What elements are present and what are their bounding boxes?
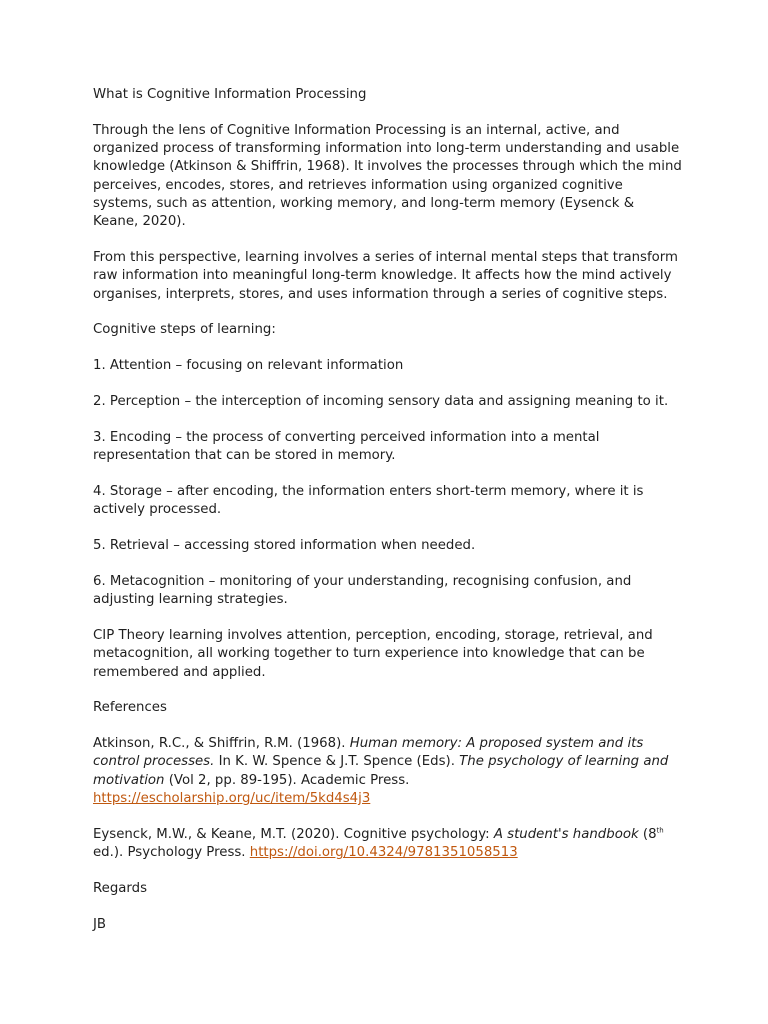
reference-book-title: The psychology of learning and motivation	[93, 754, 669, 788]
step-retrieval: 5. Retrieval – accessing stored information when needed.	[93, 538, 476, 554]
step-attention: 1. Attention – focusing on relevant information	[93, 358, 404, 374]
step-encoding: 3. Encoding – the process of converting perceived information into a mental representation that can be stored in memory.	[93, 429, 600, 464]
perspective-paragraph: From this perspective, learning involves a series of internal mental steps that transform raw information into meaningful long-term knowledge. It affects how the mind actively organises, interprets, stores, and uses information through a series of cognitive steps.	[93, 250, 678, 302]
reference-edition: (8	[638, 826, 657, 842]
step-metacognition: 6. Metacognition – monitoring of your understanding, recognising confusion, and adjusting learning strategies.	[93, 573, 632, 608]
reference-publisher: ed.). Psychology Press.	[93, 845, 250, 861]
steps-heading: Cognitive steps of learning:	[93, 322, 276, 338]
reference-atkinson	[93, 735, 683, 808]
reference-eysenck	[93, 826, 683, 863]
reference-authors: Eysenck, M.W., & Keane, M.T. (2020). Cognitive psychology:	[93, 826, 494, 842]
signoff-initials: JB	[93, 916, 107, 932]
reference-title: A student's handbook	[493, 826, 639, 842]
step-storage: 4. Storage – after encoding, the information enters short-term memory, where it is actively processed.	[93, 483, 644, 518]
signoff-regards: Regards	[93, 880, 148, 896]
reference-link-doi[interactable]: https://doi.org/10.4324/9781351058513	[249, 845, 518, 861]
reference-link-escholarship[interactable]: https://escholarship.org/uc/item/5kd4s4j3	[93, 791, 371, 807]
references-heading: References	[93, 700, 167, 716]
summary-paragraph: CIP Theory learning involves attention, perception, encoding, storage, retrieval, and metacognition, all working together to turn experience into knowledge that can be remembered and applied.	[93, 627, 653, 680]
reference-editors: In K. W. Spence & J.T. Spence (Eds).	[214, 754, 460, 770]
step-perception: 2. Perception – the interception of incoming sensory data and assigning meaning to it.	[93, 394, 669, 410]
document-title: What is Cognitive Information Processing	[93, 87, 367, 102]
document-body	[93, 86, 683, 952]
reference-title: Human memory: A proposed system and its control processes.	[93, 736, 644, 770]
reference-publisher: (Vol 2, pp. 89-195). Academic Press.	[164, 772, 410, 788]
reference-authors: Atkinson, R.C., & Shiffrin, R.M. (1968).	[93, 736, 350, 752]
intro-paragraph: Through the lens of Cognitive Information Processing is an internal, active, and organized process of transforming information into long-term understanding and usable knowledge (Atkinson & Shiffrin, 1968). It involves the processes through which the mind perceives, encodes, stores, and retrieves information using organized cognitive systems, such as attention, working memory, and long-term memory (Eysenck & Keane, 2020).	[93, 122, 682, 230]
reference-edition-superscript: th	[656, 826, 664, 835]
